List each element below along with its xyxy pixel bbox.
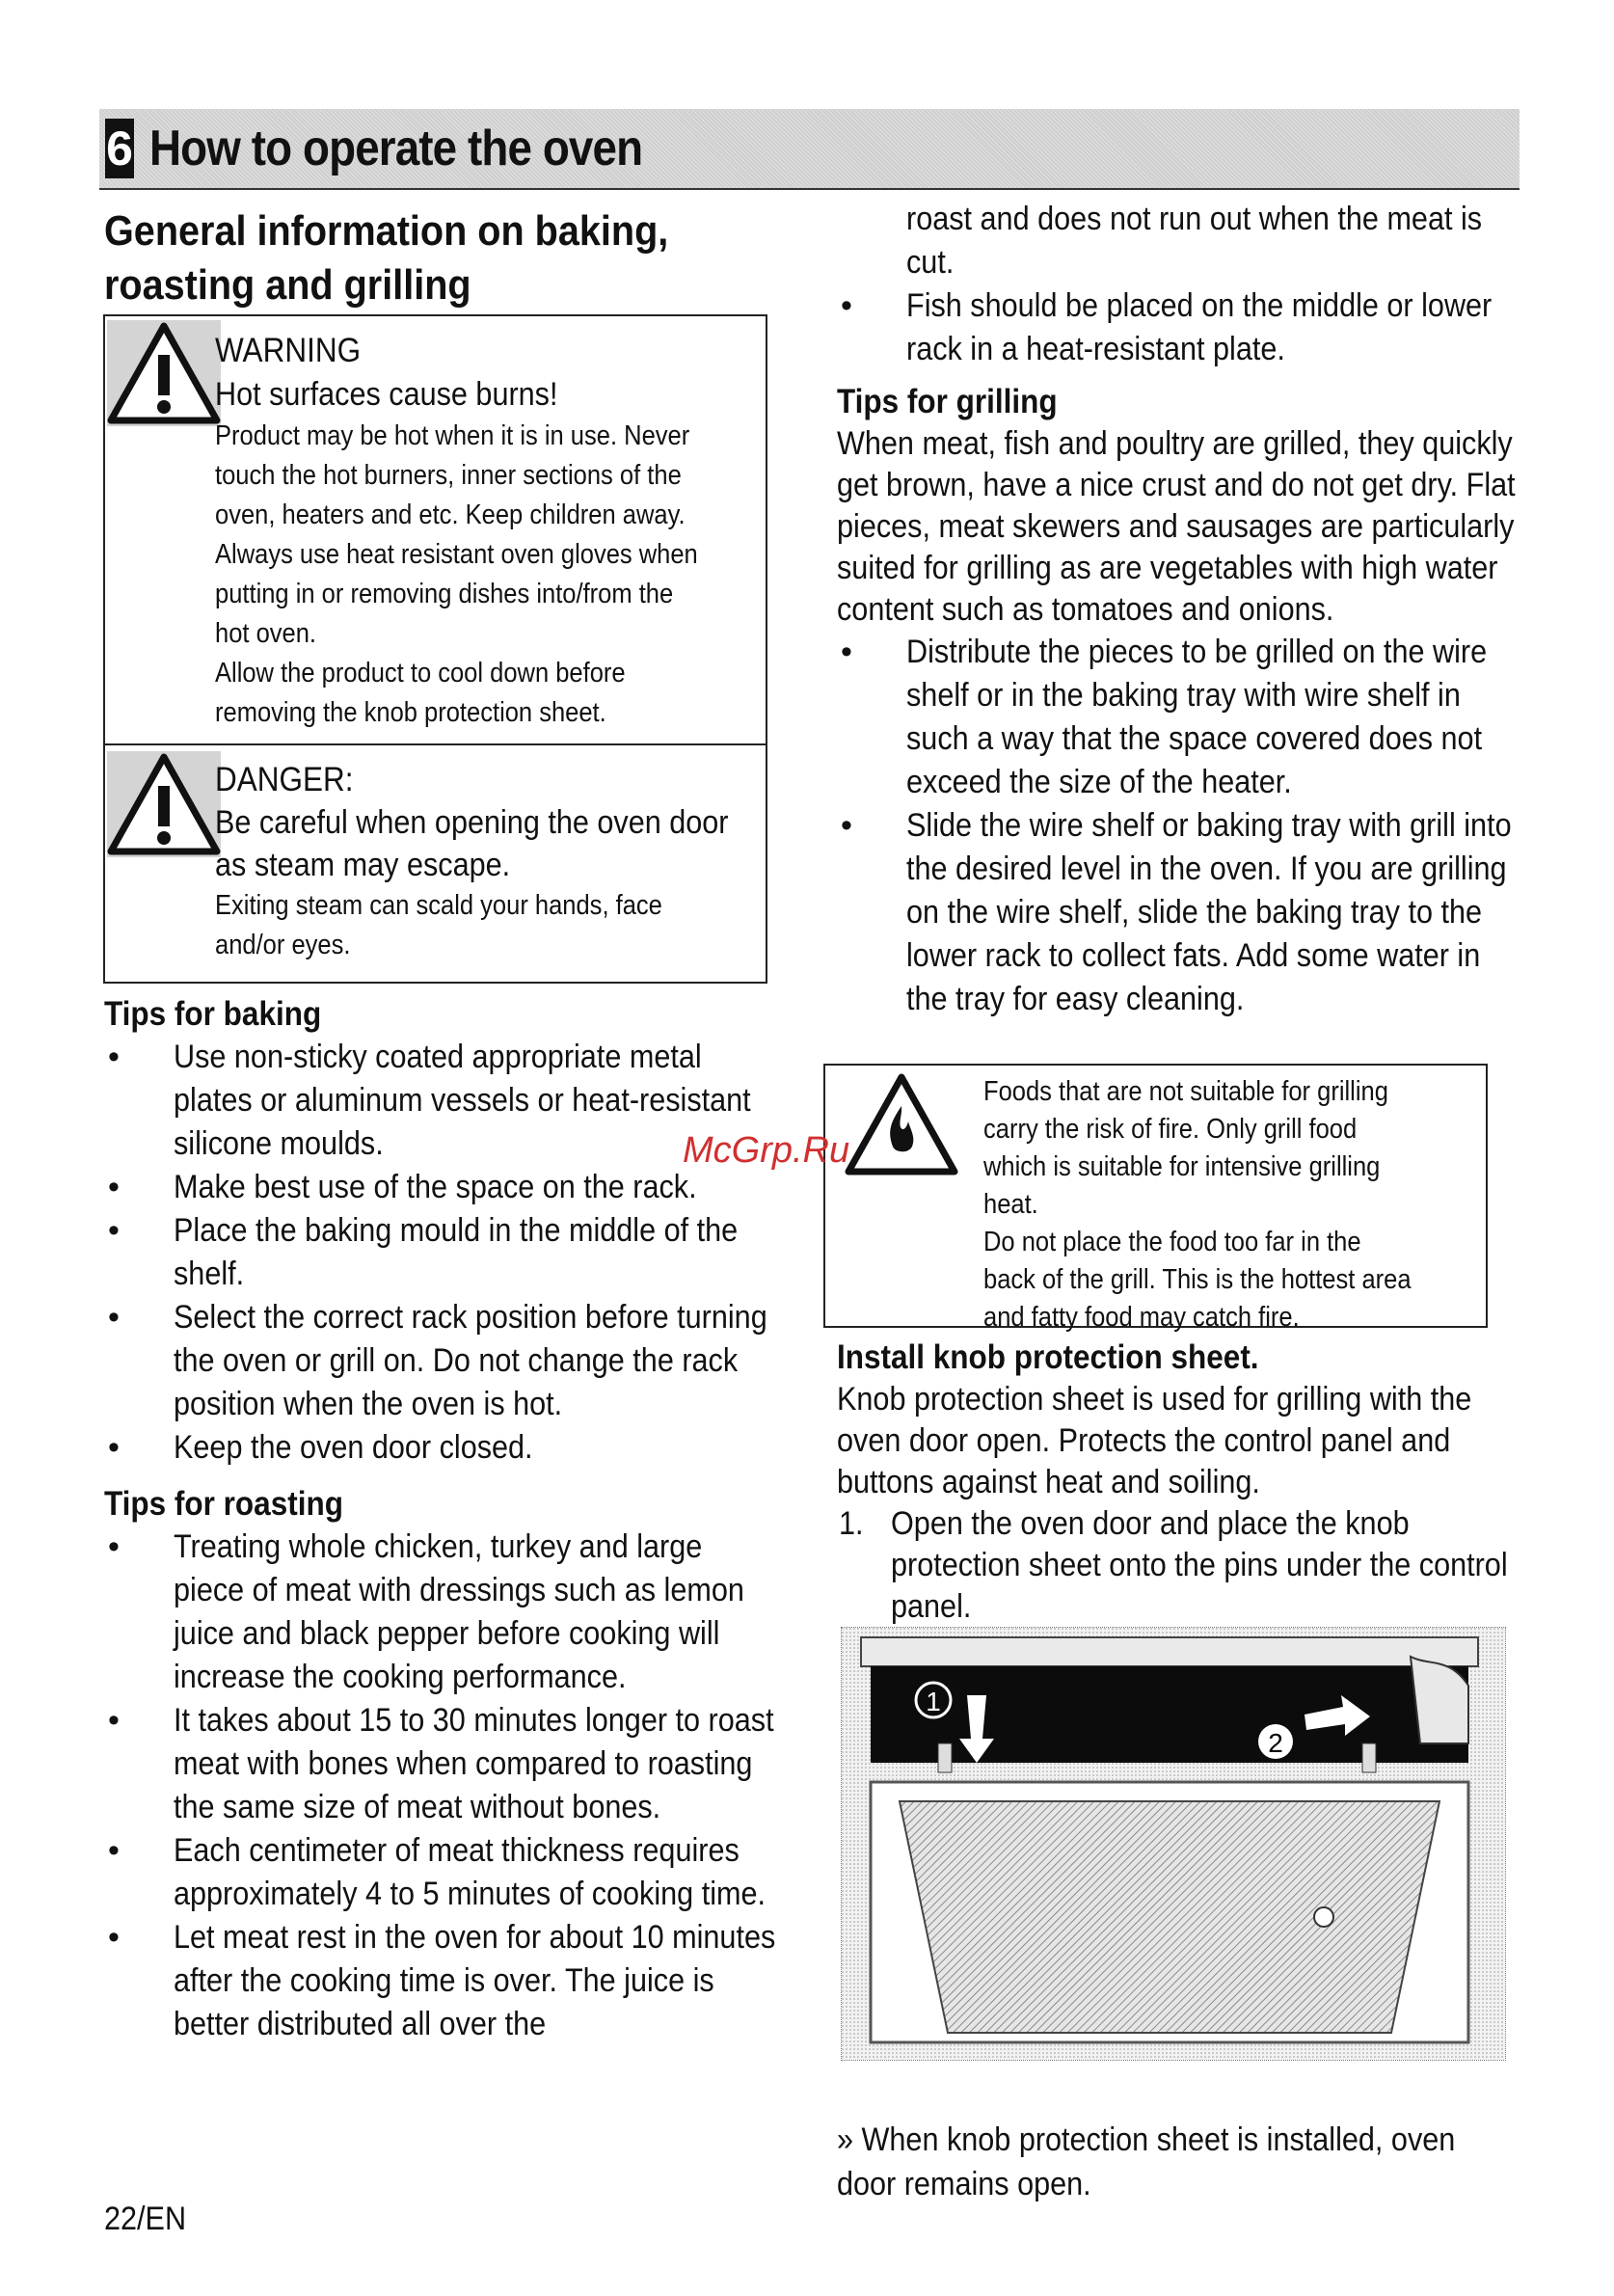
section-title: How to operate the oven <box>149 121 643 176</box>
figure-label-2: 2 <box>1268 1728 1283 1758</box>
warning-title: WARNING <box>215 332 362 369</box>
list-item: • Keep the oven door closed. <box>104 1426 779 1470</box>
warning-line: Allow the product to cool down before <box>215 658 626 689</box>
list-item: • Make best use of the space on the rack. <box>104 1166 779 1209</box>
fire-warning-box <box>823 1064 1488 1333</box>
danger-line: and/or eyes. <box>215 930 351 960</box>
list-item: • Slide the wire shelf or baking tray with grill into the desired level in the oven. If you are grilling on the wire shelf, slide the baking tray to the lower rack to collect fats. Add some water in the tray for easy cleaning. <box>837 804 1520 1021</box>
knob-result: » When knob protection sheet is installed, oven door remains open. <box>837 2121 1456 2202</box>
general-heading-line1: General information on baking, <box>104 207 669 255</box>
danger-box <box>103 743 767 984</box>
list-item: • Let meat rest in the oven for about 10 minutes after the cooking time is over. The juice is better distributed all over the <box>104 1916 779 2046</box>
knob-section <box>837 1337 1520 1628</box>
step-text: Open the oven door and place the knob protection sheet onto the pins under the control panel. <box>891 1505 1508 1625</box>
knob-title: Install knob protection sheet. <box>837 1338 1259 1376</box>
tips-roasting-section <box>104 1483 779 2046</box>
warning-box <box>103 314 767 747</box>
fire-hazard-icon <box>845 1071 958 1177</box>
knob-intro: Knob protection sheet is used for grilling with the oven door open. Protects the control panel and buttons against heat and soiling. <box>837 1381 1472 1500</box>
tips-grilling-title: Tips for grilling <box>837 383 1058 420</box>
list-item: • Treating whole chicken, turkey and large piece of meat with dressings such as lemon juice and black pepper before cooking will increase the cooking performance. <box>104 1526 779 1699</box>
warning-line: removing the knob protection sheet. <box>215 697 606 728</box>
warning-line: Always use heat resistant oven gloves when <box>215 539 698 570</box>
tips-baking-section <box>104 993 779 1470</box>
list-item: • Distribute the pieces to be grilled on the wire shelf or in the baking tray with wire shelf in such a way that the space covered does not exceed the size of the heater. <box>837 631 1520 804</box>
fire-line: carry the risk of fire. Only grill food <box>983 1114 1358 1145</box>
list-item: • Place the baking mould in the middle of the shelf. <box>104 1209 779 1296</box>
watermark: McGrp.Ru <box>683 1130 850 1171</box>
general-heading-line2: roasting and grilling <box>104 261 471 309</box>
danger-subtitle-line2: as steam may escape. <box>215 847 511 883</box>
danger-subtitle-line1: Be careful when opening the oven door <box>215 804 729 841</box>
fire-line: Do not place the food too far in the <box>983 1227 1361 1257</box>
list-item: • It takes about 15 to 30 minutes longer to roast meat with bones when compared to roasting the same size of meat without bones. <box>104 1699 779 1829</box>
step-number: 1. <box>839 1505 864 1542</box>
fire-line: which is suitable for intensive grilling <box>983 1151 1381 1182</box>
list-item: • Each centimeter of meat thickness requires approximately 4 to 5 minutes of cooking time. <box>104 1829 779 1916</box>
knob-step <box>837 1503 1520 1628</box>
section-number: 6 <box>105 119 134 178</box>
list-item: • Use non-sticky coated appropriate metal plates or aluminum vessels or heat-resistant silicone moulds. <box>104 1036 779 1166</box>
tips-grilling-intro: When meat, fish and poultry are grilled, they quickly get brown, have a nice crust and do not get dry. Flat pieces, meat skewers and sausages are particularly suited for grilling as are vegetables with high water content such as tomatoes and onions. <box>837 425 1516 628</box>
left-column <box>104 204 779 312</box>
warning-line: touch the hot burners, inner sections of the <box>215 460 682 491</box>
warning-subtitle: Hot surfaces cause burns! <box>215 376 558 413</box>
danger-title: DANGER: <box>215 761 354 798</box>
tips-grilling-list <box>837 631 1520 1021</box>
knob-sheet-illustration <box>841 1627 1506 2061</box>
warning-line: oven, heaters and etc. Keep children away. <box>215 500 686 530</box>
warning-line: hot oven. <box>215 618 317 649</box>
oven-illustration <box>842 1628 1505 2060</box>
page-number: 22/EN <box>104 2201 187 2237</box>
warning-line: putting in or removing dishes into/from the <box>215 579 674 609</box>
list-item: • Fish should be placed on the middle or lower rack in a heat-resistant plate. <box>837 284 1520 371</box>
warning-line: Product may be hot when it is in use. Never <box>215 420 690 451</box>
list-item: • Select the correct rack position before turning the oven or grill on. Do not change the rack position when the oven is hot. <box>104 1296 779 1426</box>
tips-baking-list <box>104 1036 779 1470</box>
fire-line: Foods that are not suitable for grilling <box>983 1076 1388 1107</box>
fire-line: heat. <box>983 1189 1038 1220</box>
figure-label-1: 1 <box>926 1687 941 1716</box>
danger-triangle-icon <box>107 751 221 857</box>
right-column-top <box>837 198 1520 1021</box>
fire-line: and fatty food may catch fire. <box>983 1302 1300 1333</box>
warning-triangle-icon <box>107 320 221 426</box>
tips-roasting-title: Tips for roasting <box>104 1485 343 1523</box>
danger-line: Exiting steam can scald your hands, face <box>215 890 662 921</box>
section-header <box>99 109 1520 190</box>
tips-baking-title: Tips for baking <box>104 995 322 1033</box>
tips-roasting-list <box>104 1526 779 2046</box>
fire-line: back of the grill. This is the hottest area <box>983 1264 1412 1295</box>
continued-text: roast and does not run out when the meat is cut. <box>906 201 1483 281</box>
